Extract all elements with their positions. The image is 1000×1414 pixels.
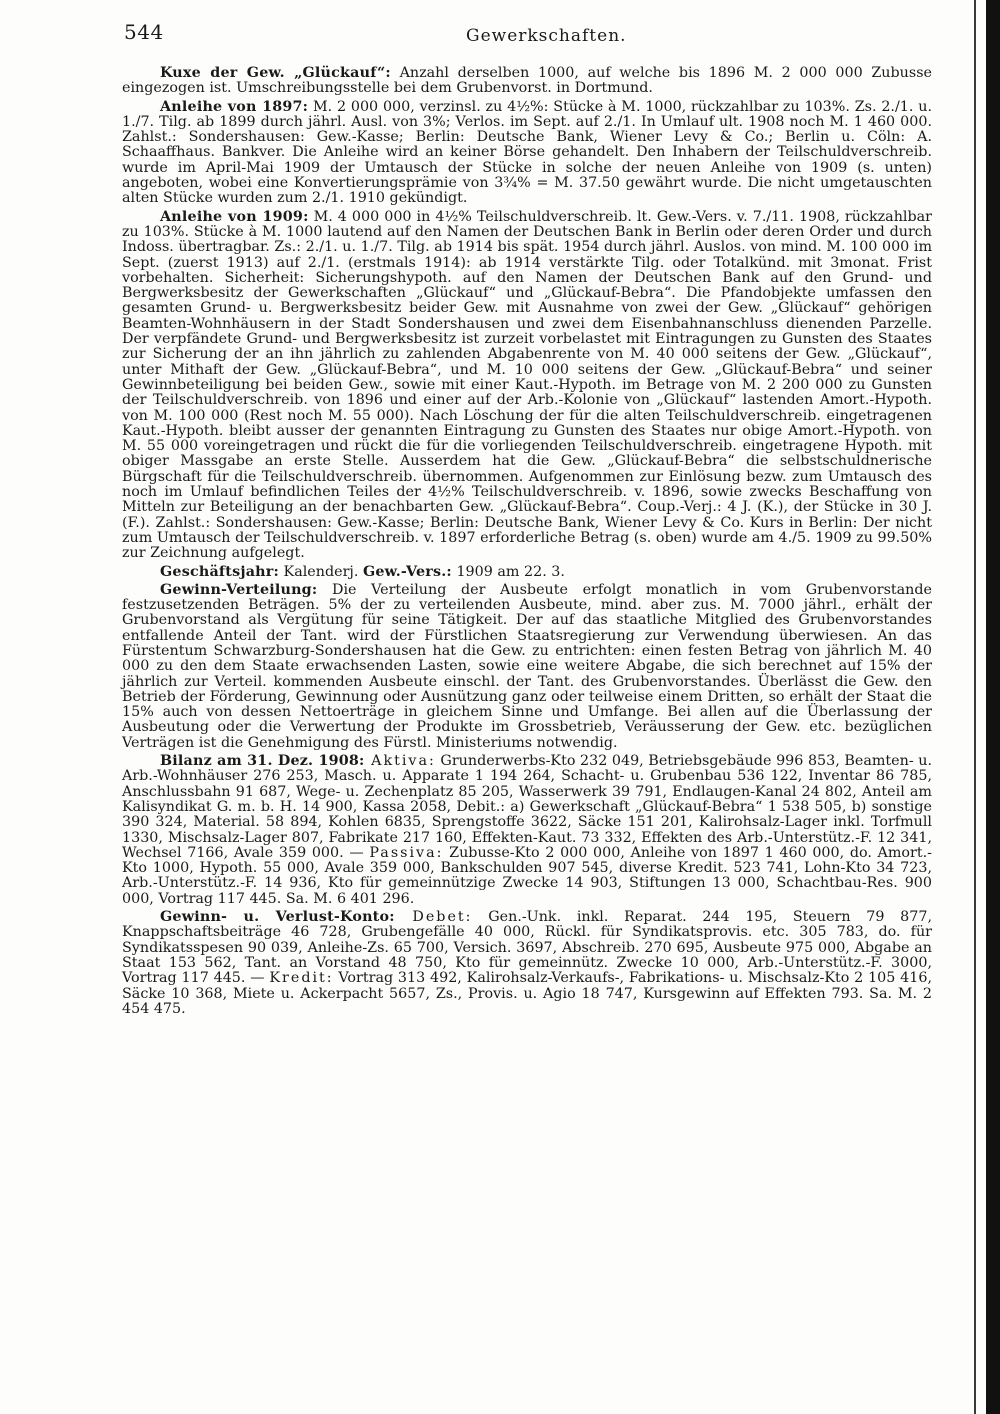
heading-gewinn-verlust: Gewinn- u. Verlust-Konto: [160,909,395,926]
label-aktiva: Aktiva: [364,753,436,770]
label-debet: Debet: [394,909,473,926]
page-body [122,66,932,1020]
paragraph-geschaeftsjahr [122,565,932,580]
heading-gewinn-verteilung: Gewinn-Verteilung: [160,581,318,598]
paragraph-gewinn-verlust [122,910,932,1017]
text-gewinn-verteilung: Die Verteilung der Ausbeute erfolgt monatlich in vom Grubenvorstande festzusetzenden Beträgen. 5% der zu verteilenden Ausbeute, mind. aber zus. M. 7000 jährl., erhält der Grubenvorstand als Vergütung für seine Tätigkeit. Der auf das staatliche Mitglied des Grubenvorstandes entfallende Anteil der Tant. wird der Fürstlichen Staatsregierung zur Verwendung überwiesen. An das Fürstentum Schwarzburg-Sondershausen hat die Gew. zu entrichten: einen festen Betrag von jährlich M. 40 000 zu den dem Staate erwachsenden Lasten, sowie eine weitere Abgabe, die sich berechnet auf 15% der jährlich zur Verteil. kommenden Ausbeute einschl. der Tant. des Grubenvorstandes. Überlässt die Gew. den Betrieb der Förderung, Gewinnung oder Ausnützung ganz oder teilweise einem Dritten, so erhält der Staat die 15% auch von dessen Nettoerträge in gleichem Sinne und Umfange. Bei allen auf die Überlassung der Ausbeutung oder die Verwertung der Produkte im Grossbetrieb, Veräusserung der Gew. etc. bezüglichen Verträgen ist die Genehmigung des Fürstl. Ministeriums notwendig. [122,581,932,751]
heading-gew-vers: Gew.-Vers.: [362,563,452,580]
text-aktiva: Grunderwerbs-Kto 232 049, Betriebsgebäude 996 853, Beamten- u. Arb.-Wohnhäuser 276 253, Masch. u. Apparate 1 194 264, Schacht- u. Grubenbau 536 122, Inventar 86 785, Anschlussbahn 91 687, Wege- u. Zechenplatz 85 205, Wasserwerk 39 791, Endlaugen-Kanal 24 802, Anteil am Kalisyndikat G. m. b. H. 14 900, Kassa 2058, Debit.: a) Gewerkschaft „Glückauf-Bebra“ 1 538 505, b) sonstige 390 324, Material. 58 894, Kohlen 6835, Sprengstoffe 3622, Säcke 151 201, Kalirohsalz-Lager inkl. Torfmull 1330, Mischsalz-Lager 807, Fabrikate 217 160, Effekten-Kaut. 73 332, Effekten des Arb.-Unterstütz.-F. 12 341, Wechsel 7166, Avale 359 000. — [122,753,932,861]
running-title: Gewerkschaften. [466,26,627,46]
label-passiva: Passiva: [369,844,444,861]
paragraph-gewinn-verteilung [122,583,932,751]
heading-bilanz: Bilanz am 31. Dez. 1908: [160,753,365,770]
page-edge-line [974,0,976,1414]
text-kuxe: Anzahl derselben 1000, auf welche bis 1896 M. 2 000 000 Zubusse eingezogen ist. Umschreibungsstelle bei dem Grubenvorst. in Dortmund. [122,65,932,97]
text-anleihe-1897: M. 2 000 000, verzinsl. zu 4½%: Stücke à M. 1000, rückzahlbar zu 103%. Zs. 2./1. u. 1./7. Tilg. ab 1899 durch jährl. Ausl. von 3%; Verlos. im Sept. auf 2./1. In Umlauf ult. 1908 noch M. 1 460 000. Zahlst.: Sondershausen: Gew.-Kasse; Berlin: Deutsche Bank, Wiener Levy & Co.; Berlin u. Cöln: A. Schaaffhaus. Bankver. Die Anleihe wird an keiner Börse gehandelt. Den Inhabern der Teilschuldverschreib. wurde im April-Mai 1909 der Umtausch der Stücke in solche der neuen Anleihe von 1909 (s. unten) angeboten, wobei eine Konvertierungsprämie von 3¾% = M. 37.50 gewährt wurde. Die nicht umgetauschten alten Stücke wurden zum 2./1. 1910 gekündigt. [122,98,932,207]
text-debet: Gen.-Unk. inkl. Reparat. 244 195, Steuern 79 877, Knappschaftsbeiträge 46 728, Grubengefälle 40 000, Rückl. für Syndikatsprovis. etc. 305 783, do. für Syndikatsspesen 90 039, Anleihe-Zs. 65 700, Versich. 3697, Abschreib. 270 695, Ausbeute 975 000, Abgabe an Staat 153 562, Tant. an Vorstand 48 750, Kto für gemeinnütz. Zwecke 10 000, Arb.-Unterstütz.-F. 3000, Vortrag 117 445. — [122,909,932,987]
paragraph-anleihe-1897 [122,100,932,207]
page-edge-shadow [986,0,1000,1414]
text-kredit: Vortrag 313 492, Kalirohsalz-Verkaufs-, Fabrikations- u. Mischsalz-Kto 2 105 416, Säcke 10 368, Miete u. Ackerpacht 5657, Zs., Provis. u. Agio 18 747, Kursgewinn auf Effekten 793. Sa. M. 2 454 475. [122,970,932,1017]
heading-geschaeftsjahr: Geschäftsjahr: [160,563,279,580]
heading-kuxe: Kuxe der Gew. „Glückauf“: [160,65,391,81]
text-geschaeftsjahr: Kalenderj. [278,563,359,580]
heading-anleihe-1909: Anleihe von 1909: [160,208,309,225]
heading-anleihe-1897: Anleihe von 1897: [160,98,309,115]
text-gew-vers: 1909 am 22. 3. [451,563,565,580]
paragraph-kuxe [122,66,932,97]
page-number: 544 [124,20,164,44]
paragraph-anleihe-1909 [122,210,932,562]
text-anleihe-1909: M. 4 000 000 in 4½% Teilschuldverschreib. lt. Gew.-Vers. v. 7./11. 1908, rückzahlbar zu 103%. Stücke à M. 1000 lautend auf den Namen der Deutschen Bank in Berlin oder deren Order und durch Indoss. übertragbar. Zs.: 2./1. u. 1./7. Tilg. ab 1914 bis spät. 1954 durch jährl. Auslos. von mind. M. 100 000 im Sept. (zuerst 1913) auf 2./1. (erstmals 1914): ab 1914 verstärkte Tilg. oder Totalkünd. mit 3monat. Frist vorbehalten. Sicherheit: Sicherungshypoth. auf den Namen der Deutschen Bank auf den Grund- und Bergwerksbesitz der Gewerkschaften „Glückauf“ und „Glückauf-Bebra“. Die Pfandobjekte umfassen den gesamten Grund- u. Bergwerksbesitz beider Gew. mit Ausnahme von zwei der Gew. „Glückauf“ gehörigen Beamten-Wohnhäusern in der Stadt Sondershausen und zwei dem Eisenbahnanschluss dienenden Parzelle. Der verpfändete Grund- und Bergwerksbesitz ist zurzeit vorbelastet mit Eintragungen zu Gunsten des Staates zur Sicherung der an ihn jährlich zu zahlenden Abgabenrente von M. 40 000 seitens der Gew. „Glückauf“, unter Mithaft der Gew. „Glückauf-Bebra“, und M. 10 000 seitens der Gew. „Glückauf-Bebra“ und seiner Gewinnbeteiligung bei beiden Gew., sowie mit einer Kaut.-Hypoth. im Betrage von M. 2 200 000 zu Gunsten der Teilschuldverschreib. von 1896 und einer auf der Arb.-Kolonie von „Glückauf“ lastenden Amort.-Hypoth. von M. 100 000 (Rest noch M. 55 000). Nach Löschung der für die alten Teilschuldverschreib. eingetragenen Kaut.-Hypoth. bleibt ausser der genannten Eintragung zu Gunsten des Staates nur obige Amort.-Hypoth. von M. 55 000 voreingetragen und rückt die für die vorliegenden Teilschuldverschreib. eingetragene Hypoth. mit obiger Massgabe an erste Stelle. Ausserdem hat die Gew. „Glückauf-Bebra“ die selbstschuldnerische Bürgschaft für die Teilschuldverschreib. übernommen. Aufgenommen zur Einlösung bezw. zum Umtausch des noch im Umlauf befindlichen Teiles der 4½% Teilschuldverschreib. v. 1896, sowie zwecks Beschaffung von Mitteln zur Beteiligung an der benachbarten Gew. „Glückauf-Bebra“. Coup.-Verj.: 4 J. (K.), der Stücke in 30 J. (F.). Zahlst.: Sondershausen: Gew.-Kasse; Berlin: Deutsche Bank, Wiener Levy & Co. Kurs in Berlin: Der nicht zum Umtausch der Teilschuldverschreib. v. 1897 erforderliche Betrag (s. oben) wurde am 4./5. 1909 zu 99.50% zur Zeichnung aufgelegt. [122,208,932,562]
text-passiva: Zubusse-Kto 2 000 000, Anleihe von 1897 1 460 000, do. Amort.-Kto 1000, Hypoth. 55 000, Avale 359 000, Bankschulden 907 545, diverse Kredit. 523 741, Lohn-Kto 34 723, Arb.-Unterstütz.-F. 14 936, Kto für gemeinnützige Zwecke 14 903, Stiftungen 13 000, Schachtbau-Res. 900 000, Vortrag 117 445. Sa. M. 6 401 296. [122,844,932,907]
paragraph-bilanz [122,754,932,907]
label-kredit: Kredit: [269,970,334,987]
